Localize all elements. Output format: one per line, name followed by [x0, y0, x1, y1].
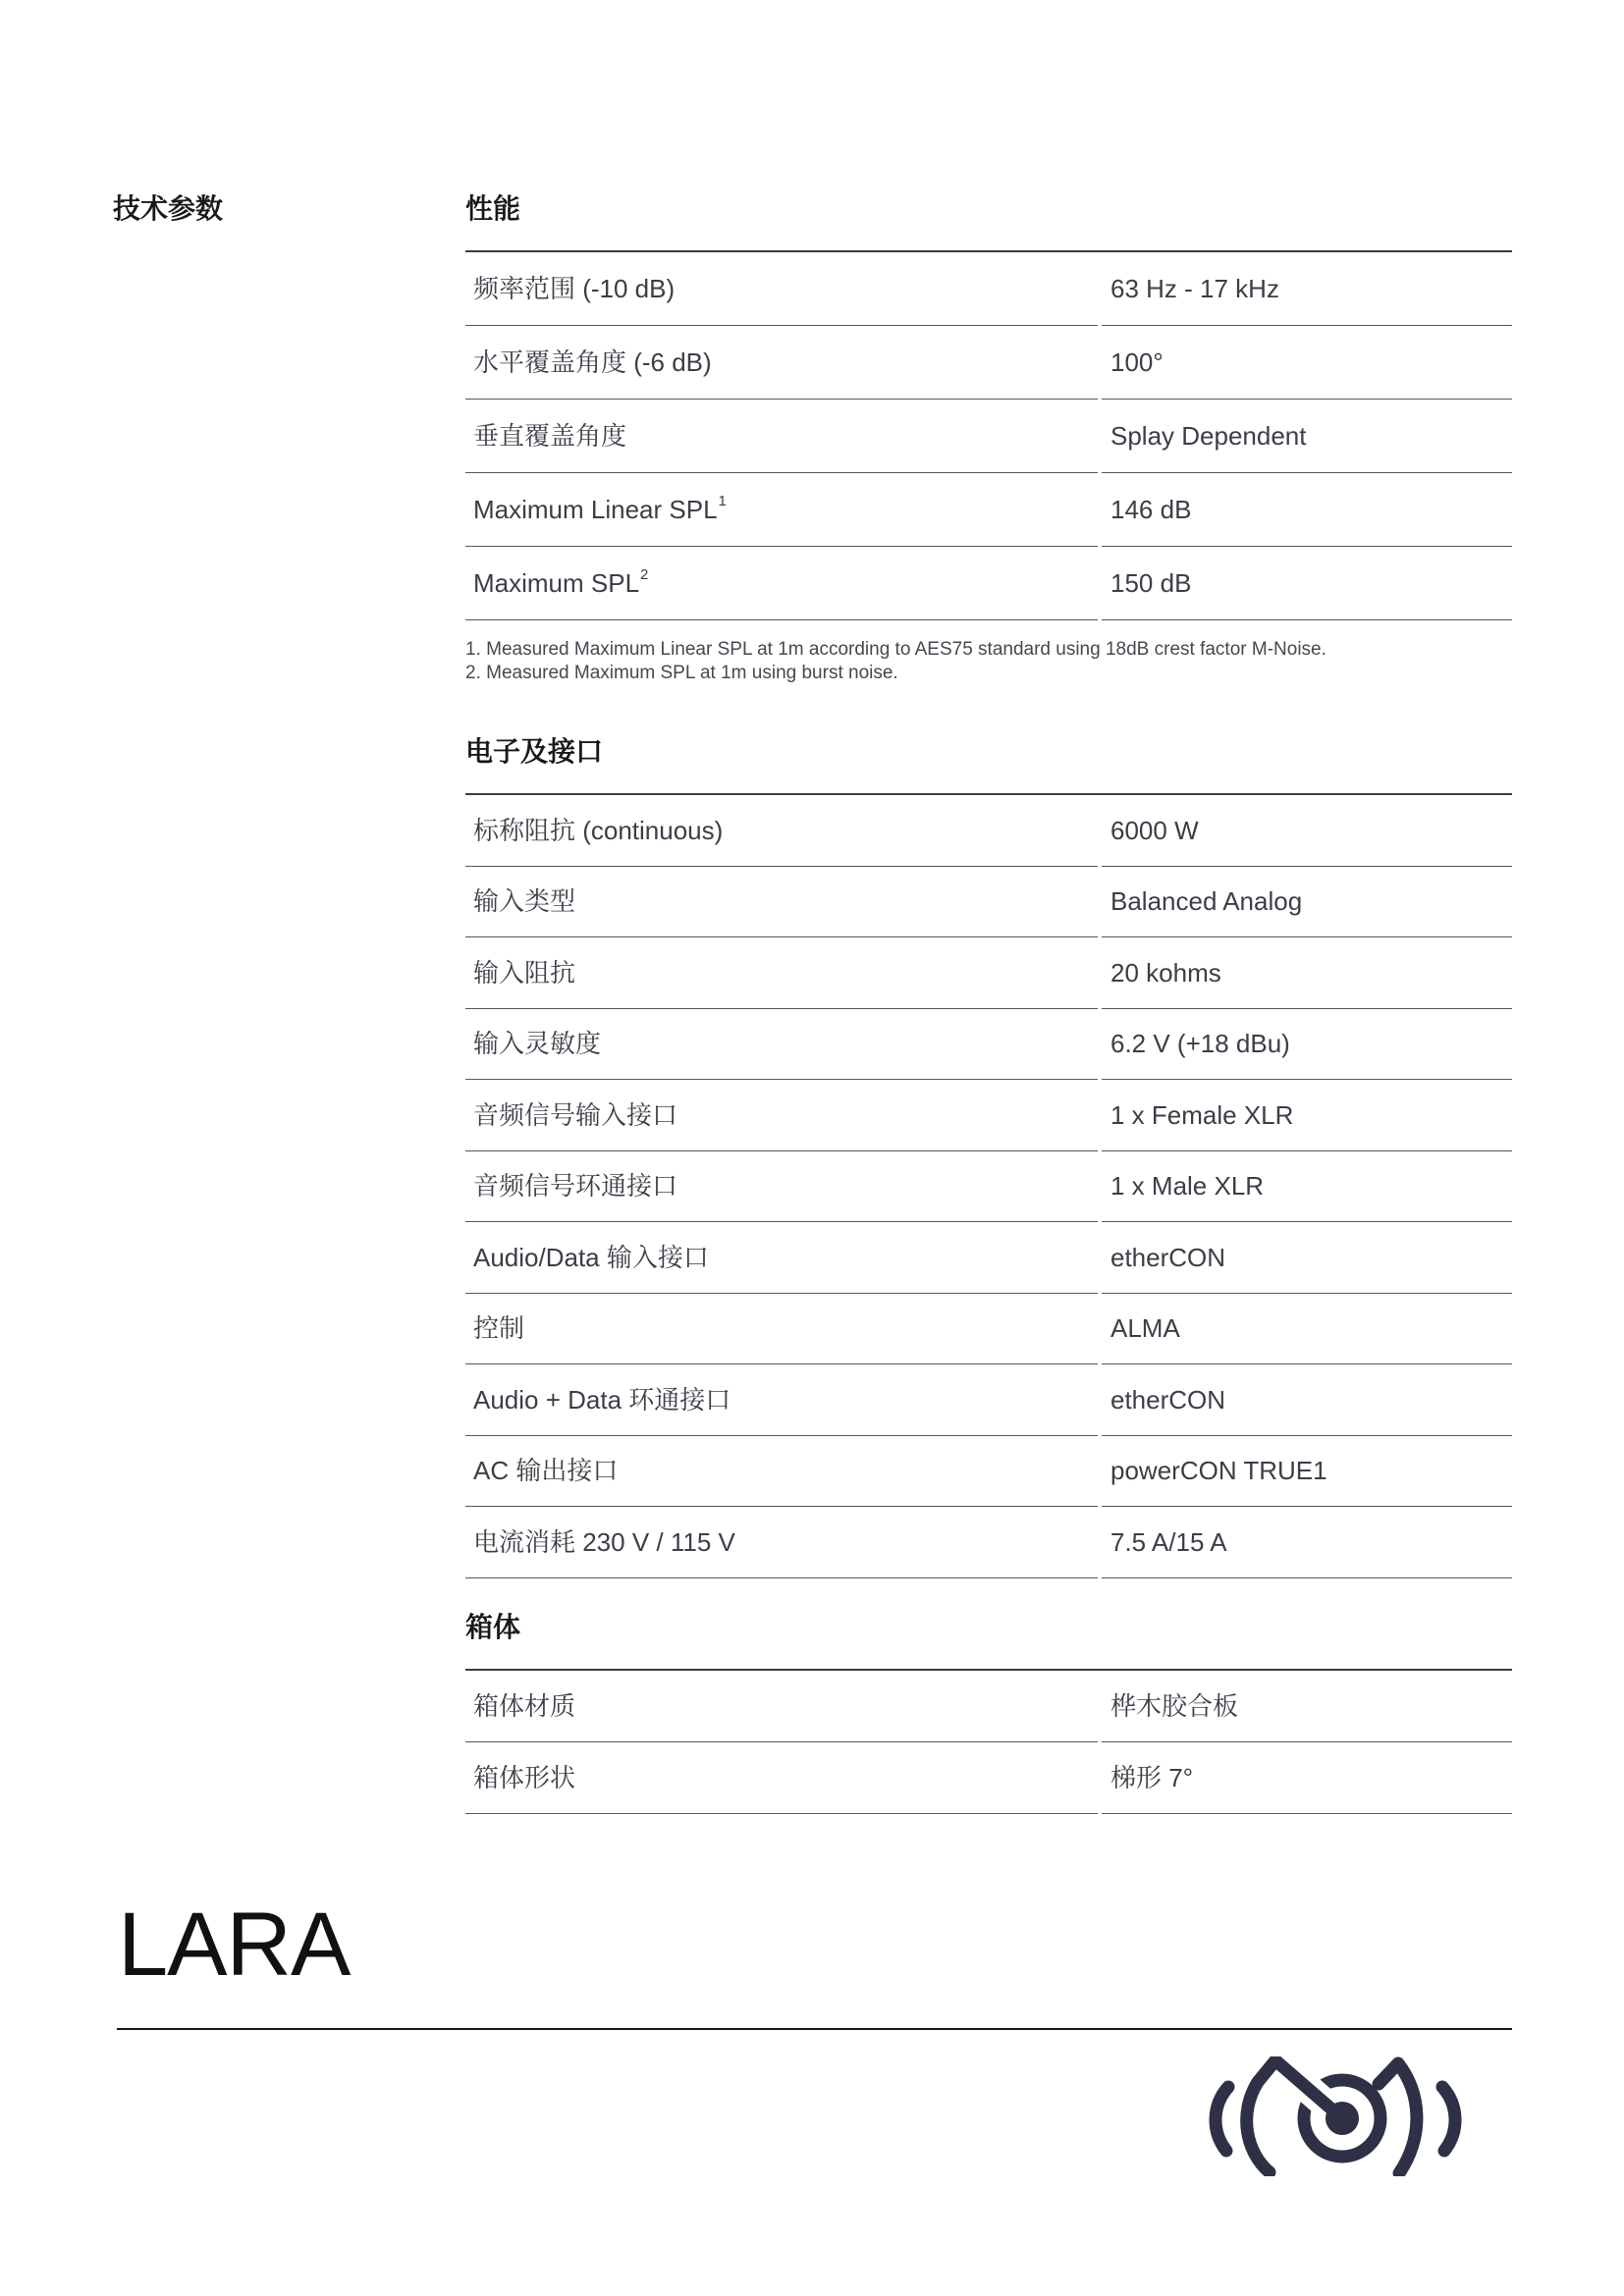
table-row: [465, 1009, 1512, 1081]
spec-label: [465, 937, 1098, 1009]
table-row: [465, 1080, 1512, 1151]
spec-label-text: 控制: [473, 1313, 525, 1344]
spec-label-text: 垂直覆盖角度: [473, 421, 627, 451]
spec-value: 63 Hz - 17 kHz: [1102, 252, 1512, 326]
spec-sections: [465, 193, 1512, 1814]
spec-label: [465, 1294, 1098, 1365]
spec-section: [465, 736, 1512, 1578]
spec-label: [465, 326, 1098, 400]
footnote-marker: 1: [718, 492, 727, 509]
spec-label: [465, 1436, 1098, 1508]
spec-label-text: 箱体形状: [473, 1762, 576, 1792]
spec-label: [465, 252, 1098, 326]
logo-right-wave: [1442, 2087, 1455, 2151]
spec-table: [465, 1669, 1512, 1814]
table-row: [465, 547, 1512, 620]
spec-value: 100°: [1102, 326, 1512, 400]
spec-label: [465, 1507, 1098, 1578]
spec-value: Splay Dependent: [1102, 400, 1512, 473]
spec-label-text: 音频信号环通接口: [473, 1171, 678, 1201]
product-name: LARA: [118, 1895, 351, 1995]
spec-label: [465, 1009, 1098, 1081]
page-title: 技术参数: [113, 193, 224, 224]
section-title: 电子及接口: [465, 736, 604, 767]
table-row: [465, 1222, 1512, 1294]
spec-label-text: Audio + Data 环通接口: [473, 1384, 731, 1415]
spec-label-text: Maximum Linear SPL: [473, 495, 718, 524]
footnote-line: 1. Measured Maximum Linear SPL at 1m according to AES75 standard using 18dB crest factor M-Noise.: [465, 639, 1326, 660]
table-row: [465, 937, 1512, 1009]
spec-value: 150 dB: [1102, 547, 1512, 620]
table-row: [465, 1742, 1512, 1814]
table-row: [465, 252, 1512, 326]
footnotes: [465, 638, 1512, 685]
spec-label-text: 输入灵敏度: [473, 1029, 602, 1059]
spec-label-text: 音频信号输入接口: [473, 1099, 678, 1130]
spec-label: [465, 867, 1098, 938]
spec-value: Balanced Analog: [1102, 867, 1512, 938]
spec-label-text: 输入阻抗: [473, 957, 576, 988]
spec-value: 146 dB: [1102, 473, 1512, 547]
spec-label: [465, 1364, 1098, 1436]
spec-label: [465, 1222, 1098, 1294]
table-row: [465, 1151, 1512, 1223]
table-row: [465, 1364, 1512, 1436]
table-row: [465, 1294, 1512, 1365]
logo-center-dot: [1326, 2102, 1359, 2135]
spec-label: [465, 1742, 1098, 1814]
section-title: 箱体: [465, 1611, 521, 1642]
spec-label: [465, 795, 1098, 867]
spec-label-text: 频率范围 (-10 dB): [473, 274, 676, 303]
spec-label-text: Audio/Data 输入接口: [473, 1242, 709, 1272]
spec-label: [465, 400, 1098, 473]
footnote-line: 2. Measured Maximum SPL at 1m using burst noise.: [465, 663, 898, 683]
footer-divider: [117, 2028, 1512, 2030]
spec-table: [465, 793, 1512, 1578]
spec-value: 6.2 V (+18 dBu): [1102, 1009, 1512, 1081]
spec-label-text: 标称阻抗 (continuous): [473, 815, 724, 845]
spec-content: [465, 193, 1512, 1814]
spec-value: 1 x Female XLR: [1102, 1080, 1512, 1151]
spec-label-text: Maximum SPL: [473, 568, 640, 598]
table-row: [465, 795, 1512, 867]
table-row: [465, 1507, 1512, 1578]
spec-label: [465, 1080, 1098, 1151]
spec-label-text: 电流消耗 230 V / 115 V: [473, 1526, 735, 1557]
section-title: 性能: [465, 193, 521, 224]
spec-value: 梯形 7°: [1102, 1742, 1512, 1814]
spec-value: 1 x Male XLR: [1102, 1151, 1512, 1223]
spec-label: [465, 473, 1098, 547]
spec-label: [465, 1671, 1098, 1742]
spec-section: [465, 193, 1512, 685]
table-row: [465, 1671, 1512, 1742]
table-row: [465, 867, 1512, 938]
table-row: [465, 473, 1512, 547]
spec-value: 7.5 A/15 A: [1102, 1507, 1512, 1578]
spec-value: ALMA: [1102, 1294, 1512, 1365]
spec-label-text: AC 输出接口: [473, 1456, 619, 1486]
footnote-marker: 2: [640, 565, 649, 583]
sound-wave-logo-icon: [1205, 2056, 1466, 2176]
spec-table: [465, 250, 1512, 620]
spec-value: 20 kohms: [1102, 937, 1512, 1009]
spec-label: [465, 547, 1098, 620]
table-row: [465, 1436, 1512, 1508]
spec-value: 桦木胶合板: [1102, 1671, 1512, 1742]
spec-value: 6000 W: [1102, 795, 1512, 867]
spec-label-text: 水平覆盖角度 (-6 dB): [473, 347, 712, 377]
spec-value: etherCON: [1102, 1364, 1512, 1436]
spec-value: etherCON: [1102, 1222, 1512, 1294]
spec-section: [465, 1612, 1512, 1814]
spec-value: powerCON TRUE1: [1102, 1436, 1512, 1508]
logo-left-wave: [1216, 2087, 1228, 2151]
table-row: [465, 326, 1512, 400]
spec-label: [465, 1151, 1098, 1223]
spec-label-text: 输入类型: [473, 886, 576, 917]
spec-label-text: 箱体材质: [473, 1690, 576, 1721]
table-row: [465, 400, 1512, 473]
